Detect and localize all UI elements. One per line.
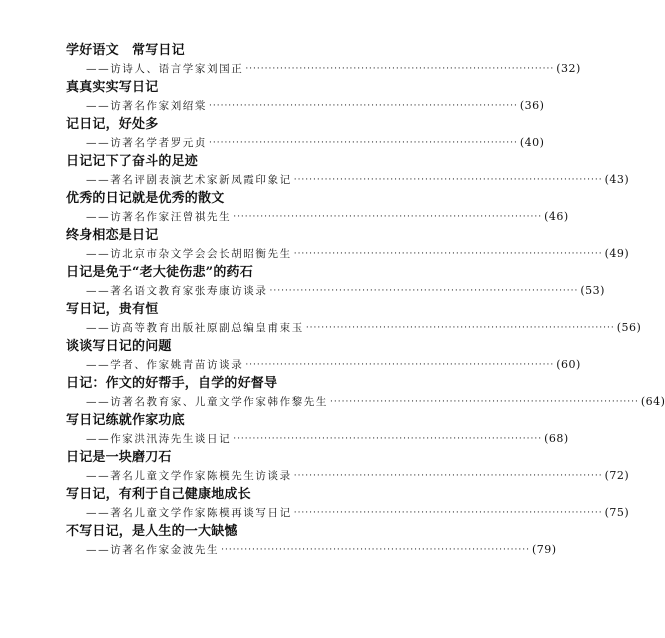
entry-subtitle-line <box>66 244 630 264</box>
dot-leader: ················································································ <box>293 175 603 185</box>
entry-subtitle: ——访诗人、语言学家刘国正 <box>86 63 244 75</box>
entry-title: 谈谈写日记的问题 <box>66 339 172 354</box>
entry-subtitle: ——著名儿童文学作家陈模再谈写日记 <box>86 507 292 519</box>
page-number: (53) <box>580 284 605 297</box>
toc-entry <box>66 190 569 227</box>
page-number: (72) <box>604 469 630 482</box>
page-number: (36) <box>519 99 545 112</box>
entry-title: 写日记练就作家功底 <box>66 413 185 428</box>
entry-subtitle-line <box>66 281 605 301</box>
entry-subtitle-line <box>66 429 569 449</box>
dot-leader: ················································································ <box>293 508 603 518</box>
toc-entry <box>66 412 569 449</box>
dot-leader: ················································································ <box>305 323 615 333</box>
dot-leader: ················································································ <box>209 101 518 111</box>
entry-subtitle-line <box>66 355 581 375</box>
page-number: (46) <box>544 210 569 223</box>
toc-entry <box>66 338 581 375</box>
toc-entry <box>66 79 545 116</box>
entry-title: 记日记，好处多 <box>66 117 159 132</box>
page-number: (49) <box>604 247 630 260</box>
dot-leader: ················································································ <box>221 545 530 555</box>
entry-title: 不写日记，是人生的一大缺憾 <box>66 524 238 539</box>
toc-entry <box>66 153 630 190</box>
page-number: (40) <box>519 136 545 149</box>
entry-subtitle: ——著名语文教育家张寿康访谈录 <box>86 285 268 297</box>
entry-subtitle-line <box>66 392 665 412</box>
entry-subtitle-line <box>66 318 642 338</box>
entry-subtitle-line <box>66 59 581 79</box>
dot-leader: ················································································ <box>330 397 639 407</box>
dot-leader: ················································································ <box>233 434 543 444</box>
dot-leader: ················································································ <box>233 212 543 222</box>
entry-subtitle: ——访著名学者罗元贞 <box>86 137 207 149</box>
entry-subtitle: ——访著名教育家、儿童文学作家韩作黎先生 <box>86 396 328 408</box>
page-number: (68) <box>544 432 569 445</box>
entry-title: 真真实实写日记 <box>66 80 159 95</box>
toc-entry <box>66 264 605 301</box>
toc-entry <box>66 301 642 338</box>
entry-title: 写日记，有利于自己健康地成长 <box>66 487 251 502</box>
dot-leader: ················································································ <box>245 360 555 370</box>
entry-subtitle: ——访著名作家金波先生 <box>86 544 220 556</box>
entry-subtitle: ——访著名作家刘绍棠 <box>86 100 207 112</box>
page-number: (79) <box>531 543 557 556</box>
dot-leader: ················································································ <box>293 471 603 481</box>
page-number: (60) <box>556 358 581 371</box>
page-number: (64) <box>640 395 665 408</box>
entry-subtitle: ——访北京市杂文学会会长胡昭衡先生 <box>86 248 292 260</box>
entry-subtitle: ——学者、作家姚青苗访谈录 <box>86 359 244 371</box>
page-number: (43) <box>604 173 630 186</box>
page-number: (75) <box>604 506 630 519</box>
toc-entry <box>66 42 581 79</box>
entry-subtitle: ——著名评剧表演艺术家新凤霞印象记 <box>86 174 292 186</box>
entry-subtitle: ——访高等教育出版社原副总编皇甫束玉 <box>86 322 304 334</box>
page-number: (56) <box>616 321 642 334</box>
entry-title: 终身相恋是日记 <box>66 228 159 243</box>
entry-title: 学好语文 常写日记 <box>66 43 185 58</box>
entry-subtitle-line <box>66 207 569 227</box>
entry-subtitle-line <box>66 540 557 560</box>
entry-title: 写日记，贵有恒 <box>66 302 159 317</box>
entry-subtitle-line <box>66 466 630 486</box>
toc-entry <box>66 523 557 560</box>
table-of-contents <box>66 42 665 560</box>
entry-subtitle-line <box>66 96 545 116</box>
entry-title: 优秀的日记就是优秀的散文 <box>66 191 225 206</box>
dot-leader: ················································································ <box>209 138 518 148</box>
entry-subtitle-line <box>66 133 545 153</box>
toc-entry <box>66 449 630 486</box>
toc-entry <box>66 375 665 412</box>
entry-title: 日记：作文的好帮手，自学的好督导 <box>66 376 278 391</box>
entry-title: 日记是一块磨刀石 <box>66 450 172 465</box>
toc-entry <box>66 486 630 523</box>
dot-leader: ················································································ <box>245 64 555 74</box>
toc-entry <box>66 116 545 153</box>
entry-subtitle: ——访著名作家汪曾祺先生 <box>86 211 232 223</box>
page-number: (32) <box>556 62 581 75</box>
entry-subtitle-line <box>66 170 630 190</box>
dot-leader: ················································································ <box>293 249 603 259</box>
toc-entry <box>66 227 630 264</box>
entry-title: 日记是免于“老大徒伤悲”的药石 <box>66 265 253 280</box>
dot-leader: ················································································ <box>269 286 579 296</box>
entry-subtitle: ——作家洪汛涛先生谈日记 <box>86 433 232 445</box>
entry-subtitle-line <box>66 503 630 523</box>
entry-title: 日记记下了奋斗的足迹 <box>66 154 199 169</box>
entry-subtitle: ——著名儿童文学作家陈模先生访谈录 <box>86 470 292 482</box>
